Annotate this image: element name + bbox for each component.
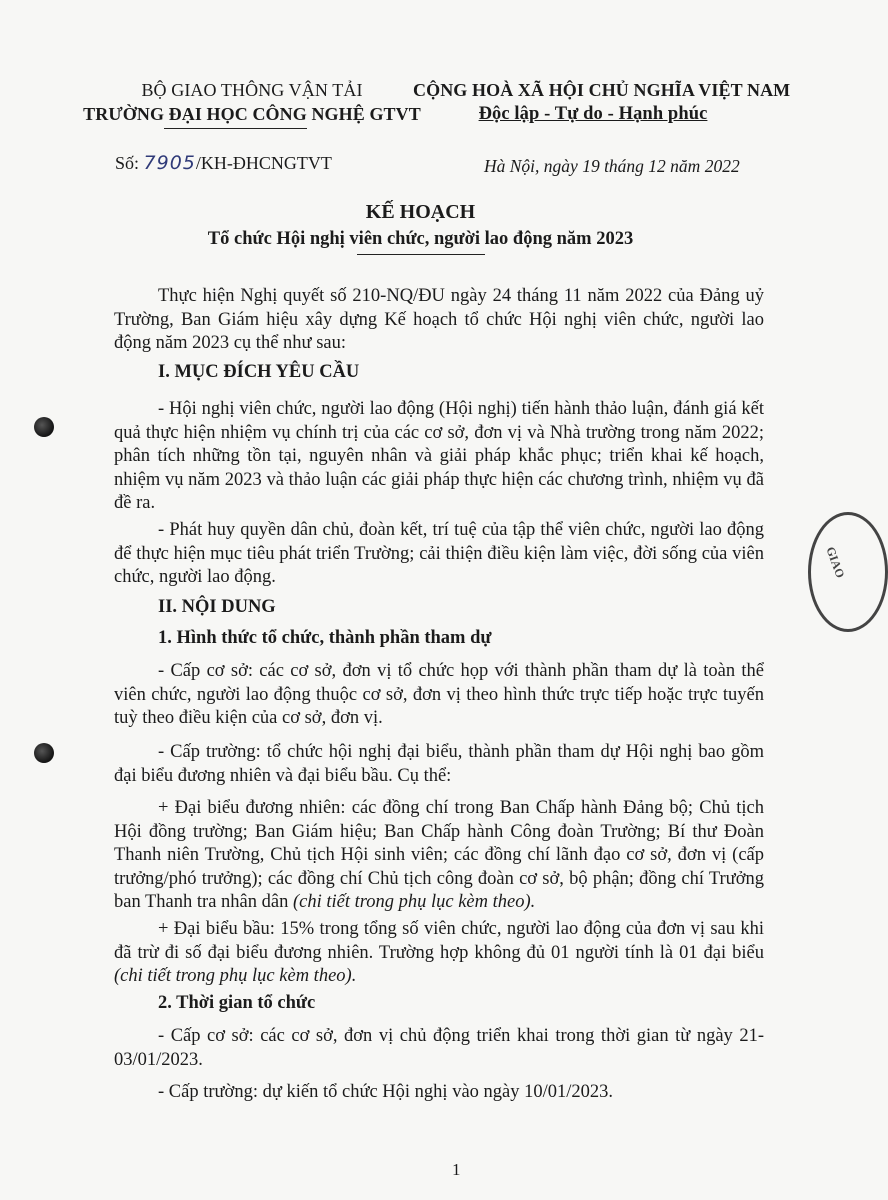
document-subtitle: Tổ chức Hội nghị viên chức, người lao động năm 2023 xyxy=(207,229,634,249)
motto xyxy=(463,104,723,125)
place-date: Hà Nội, ngày 19 tháng 12 năm 2022 xyxy=(484,156,740,176)
section-2-paragraph-3 xyxy=(114,797,764,915)
number-prefix: Số: xyxy=(115,153,140,173)
handwritten-number: 7905 xyxy=(143,152,196,174)
document-title: KẾ HOẠCH xyxy=(365,201,476,223)
seal-text: GIAO xyxy=(823,544,848,580)
ex-officio-text: + Đại biểu đương nhiên: các đồng chí trong Ban Chấp hành Đảng bộ; Chủ tịch Hội đồng trường; Ban Giám hiệu; Ban Chấp hành Công đoàn Trường; Bí thư Đoàn Thanh niên Trường, Chủ tịch Hội sinh viên; các đồng chí lãnh đạo cơ sở, đơn vị (cấp trưởng/phó trưởng); các đồng chí Chủ tịch công đoàn cơ sở, bộ phận; đồng chí Trưởng ban Thanh tra nhân dân xyxy=(114,798,764,912)
section-2-paragraph-5: - Cấp cơ sở: các cơ sở, đơn vị chủ động triển khai trong thời gian từ ngày 21-03/01/2023. xyxy=(114,1026,764,1070)
document-number xyxy=(115,152,332,175)
section-2-heading: II. NỘI DUNG xyxy=(158,597,276,617)
official-seal xyxy=(808,512,888,632)
section-2-paragraph-2: - Cấp trường: tổ chức hội nghị đại biểu, thành phần tham dự Hội nghị bao gồm đại biểu đương nhiên và đại biểu bầu. Cụ thể: xyxy=(114,742,764,786)
subsection-2-heading: 2. Thời gian tổ chức xyxy=(158,993,316,1013)
punch-hole-top xyxy=(34,417,54,437)
header-left-underline xyxy=(164,128,307,129)
intro-paragraph: Thực hiện Nghị quyết số 210-NQ/ĐU ngày 24 tháng 11 năm 2022 của Đảng uỷ Trường, Ban Giám hiệu xây dựng Kế hoạch tổ chức Hội nghị viên chức, người lao động năm 2023 cụ thể như sau: xyxy=(114,286,764,353)
subtitle-underline xyxy=(357,254,485,255)
number-suffix: /KH-ĐHCNGTVT xyxy=(195,153,332,173)
motto-text: Độc lập - Tự do - Hạnh phúc xyxy=(478,104,708,124)
section-2-paragraph-4 xyxy=(114,918,764,989)
nation-name: CỘNG HOÀ XÃ HỘI CHỦ NGHĨA VIỆT NAM xyxy=(413,80,791,100)
subsection-1-heading: 1. Hình thức tổ chức, thành phần tham dự xyxy=(158,628,492,648)
section-1-paragraph-2: - Phát huy quyền dân chủ, đoàn kết, trí tuệ của tập thể viên chức, người lao động để thực hiện mục tiêu phát triển Trường; cải thiện điều kiện làm việc, đời sống của viên chức, người lao động. xyxy=(114,520,764,587)
page-number: 1 xyxy=(452,1160,461,1179)
section-1-heading: I. MỤC ĐÍCH YÊU CẦU xyxy=(158,362,360,382)
section-1-paragraph-1: - Hội nghị viên chức, người lao động (Hội nghị) tiến hành thảo luận, đánh giá kết quả thực hiện nhiệm vụ chính trị của các cơ sở, đơn vị và Nhà trường trong năm 2022; phân tích những tồn tại, nguyên nhân và giải pháp khắc phục; triển khai kế hoạch, nhiệm vụ năm 2023 và thảo luận các giải pháp thực hiện các chương trình, nhiệm vụ đã đề ra. xyxy=(114,399,764,513)
section-2-paragraph-1: - Cấp cơ sở: các cơ sở, đơn vị tổ chức họp với thành phần tham dự là toàn thể viên chức, người lao động thuộc cơ sở, đơn vị theo hình thức trực tiếp hoặc trực tuyến tuỳ theo điều kiện của cơ sở, đơn vị. xyxy=(114,661,764,728)
ministry-name: BỘ GIAO THÔNG VẬN TẢI xyxy=(141,80,363,100)
ex-officio-note: (chi tiết trong phụ lục kèm theo). xyxy=(292,892,536,912)
section-2-paragraph-6: - Cấp trường: dự kiến tổ chức Hội nghị vào ngày 10/01/2023. xyxy=(158,1082,614,1102)
punch-hole-bottom xyxy=(34,743,54,763)
elected-delegates-text: + Đại biểu bầu: 15% trong tổng số viên chức, người lao động của đơn vị sau khi đã trừ đi số đại biểu đương nhiên. Trường hợp không đủ 01 người tính là 01 đại biểu xyxy=(114,919,764,963)
school-name: TRƯỜNG ĐẠI HỌC CÔNG NGHỆ GTVT xyxy=(83,104,421,124)
elected-delegates-note: (chi tiết trong phụ lục kèm theo). xyxy=(114,966,357,986)
